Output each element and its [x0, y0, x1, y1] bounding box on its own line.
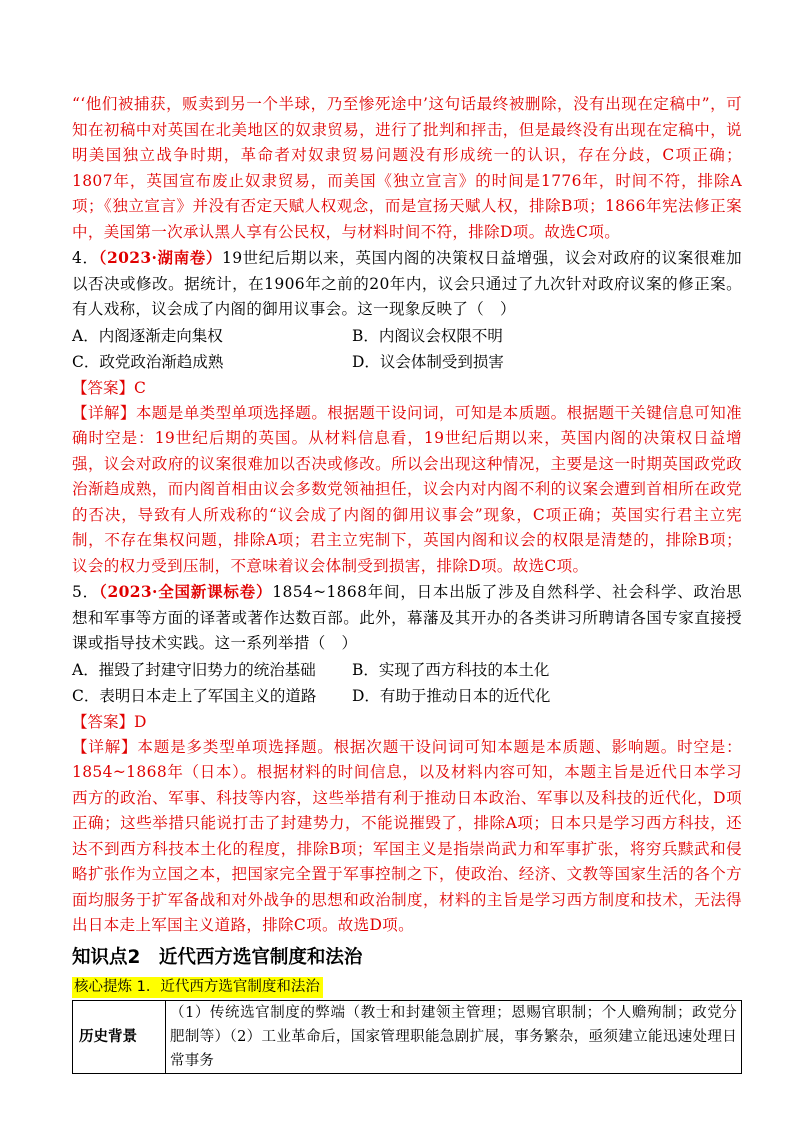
answer-label: 【答案】 — [72, 378, 135, 397]
option-c: C．政党政治渐趋成熟 — [72, 352, 224, 371]
detail-label: 【详解】 — [72, 737, 138, 756]
answer-line — [72, 375, 742, 401]
question-stem — [72, 579, 742, 657]
question-source: （2023·湖南卷） — [98, 248, 222, 267]
background-table — [72, 1000, 742, 1074]
section-title: 知识点2 近代西方选官制度和法治 — [72, 946, 363, 968]
options-list — [72, 657, 742, 709]
table-row — [73, 1000, 742, 1073]
row-content: （1）传统选官制度的弊端（教士和封建领主管理；恩赐官职制；个人赡殉制；政党分肥制等）（2）工业革命后，国家管理职能急剧扩展，事务繁杂，亟须建立能迅速处理日常事务 — [166, 1000, 742, 1073]
detail-explanation — [72, 401, 742, 580]
answer-value: C — [134, 378, 146, 397]
option-a: A．内阁逐渐走向集权 — [72, 326, 223, 345]
detail-explanation — [72, 735, 742, 939]
answer-label: 【答案】 — [72, 712, 135, 731]
option-b: B．实现了西方科技的本土化 — [352, 660, 550, 679]
previous-explanation: “‘他们被捕获，贩卖到另一个半球，乃至惨死途中’这句话最终被删除，没有出现在定稿中”，可知在初稿中对英国在北美地区的奴隶贸易，进行了批判和抨击，但是最终没有出现在定稿中，说明美国独立战争时期，革命者对奴隶贸易问题没有形成统一的认识，存在分歧，C项正确；1807年，英国宣布废止奴隶贸易，而美国《独立宣言》的时间是1776年，时间不符，排除A项；《独立宣言》并没有否定天赋人权观念，而是宣扬天赋人权，排除B项；1866年宪法修正案中，美国第一次承认黑人享有公民权，与材料时间不符，排除D项。故选C项。 — [72, 95, 742, 241]
question-source: （2023·全国新课标卷） — [98, 582, 273, 601]
answer-value: D — [134, 712, 147, 731]
option-d: D．有助于推动日本的近代化 — [352, 686, 551, 705]
question-number: 4． — [72, 249, 99, 267]
question-number: 5． — [72, 583, 99, 601]
option-d: D．议会体制受到损害 — [352, 352, 504, 371]
question-text: 19世纪后期以来，英国内阁的决策权日益增强，议会对政府的议案很难加以否决或修改。据统计，在1906年之前的20年内，议会只通过了九次针对政府议案的修正案。有人戏称，议会成了内阁的御用议事会。这一现象反映了（ ） — [72, 249, 742, 318]
answer-line — [72, 709, 742, 735]
question-5 — [72, 579, 742, 939]
detail-text: 本题是单类型单项选择题。根据题干设问词，可知是本质题。根据题干关键信息可知准确时空是：19世纪后期的英国。从材料信息看，19世纪后期以来，英国内阁的决策权日益增强，议会对政府的议案很难加以否决或修改。所以会出现这种情况，主要是这一时期英国政党政治渐趋成熟，而内阁首相由议会多数党领袖担任，议会内对内阁不利的议案会遭到首相所在政党的否决，导致有人所戏称的“议会成了内阁的御用议事会”现象，C项正确；英国实行君主立宪制，不存在集权问题，排除A项；君主立宪制下，英国内阁和议会的权限是清楚的，排除B项；议会的权力受到压制，不意味着议会体制受到损害，排除D项。故选C项。 — [72, 403, 742, 575]
detail-text: 本题是多类型单项选择题。根据次题干设问词可知本题是本质题、影响题。时空是：1854~1868年（日本）。根据材料的时间信息，以及材料内容可知，本题主旨是近代日本学习西方的政治、军事、科技等内容，这些举措有利于推动日本政治、军事以及科技的近代化，D项正确；这些举措只能说打击了封建势力，不能说摧毁了，排除A项；日本只是学习西方科技，还达不到西方科技本土化的程度，排除B项；军国主义是指崇尚武力和军事扩张，将穷兵黩武和侵略扩张作为立国之本，把国家完全置于军事控制之下，使政治、经济、文教等国家生活的各个方面均服务于扩军备战和对外战争的思想和政治制度，材料的主旨是学习西方制度和技术，无法得出日本走上军国主义道路，排除C项。故选D项。 — [72, 737, 743, 934]
document-page — [72, 92, 742, 1074]
row-label: 历史背景 — [73, 1000, 166, 1073]
option-b: B．内阁议会权限不明 — [352, 326, 503, 345]
question-stem — [72, 245, 742, 323]
detail-label: 【详解】 — [72, 403, 136, 422]
options-list — [72, 323, 742, 375]
option-c: C．表明日本走上了军国主义的道路 — [72, 686, 317, 705]
option-a: A．摧毁了封建守旧势力的统治基础 — [72, 660, 316, 679]
question-text: 1854~1868年间，日本出版了涉及自然科学、社会科学、政治思想和军事等方面的译著或著作达数百部。此外，幕藩及其开办的各类讲习所聘请各国专家直接授课或指导技术实践。这一系列举措（ ） — [72, 583, 742, 652]
question-4 — [72, 245, 742, 579]
core-summary-label: 核心提炼 1．近代西方选官制度和法治 — [72, 977, 323, 998]
